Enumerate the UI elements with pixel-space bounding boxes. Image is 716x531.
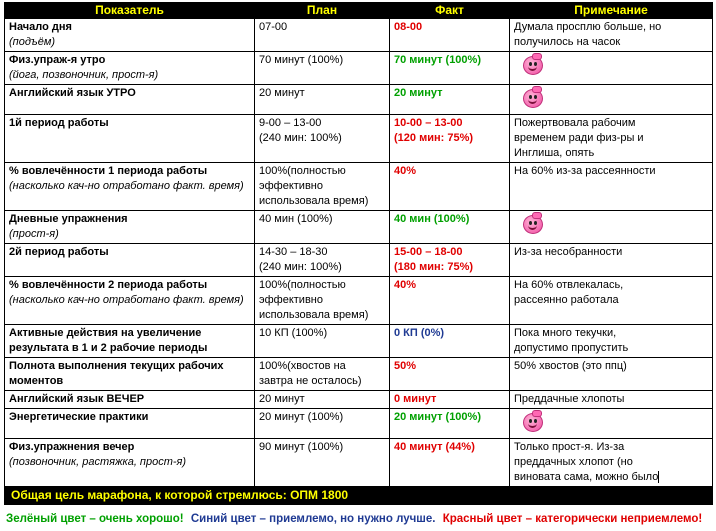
marathon-goal: Общая цель марафона, к которой стремлюсь: ОПМ 1800 <box>5 487 713 505</box>
fact-cell <box>390 409 510 439</box>
plan-cell <box>255 325 390 358</box>
plan-value: завтра не осталось) <box>259 375 362 387</box>
note-text: Пожертвовала рабочим <box>514 117 636 129</box>
fact-value: 15-00 – 18-00 <box>394 246 463 258</box>
indicator-title: Английский язык ВЕЧЕР <box>9 393 145 405</box>
fact-value: 0 минут <box>394 393 437 405</box>
color-legend <box>6 513 706 525</box>
note-text: рассеянно работала <box>514 294 619 306</box>
fact-value: 50% <box>394 360 417 372</box>
indicator-cell <box>5 277 255 325</box>
note-text: 50% хвостов (это ппц) <box>514 360 627 372</box>
fact-cell <box>390 211 510 244</box>
indicator-cell <box>5 163 255 211</box>
fact-cell <box>390 358 510 391</box>
plan-cell <box>255 211 390 244</box>
fact-cell <box>390 277 510 325</box>
plan-value: 10 КП (100%) <box>259 327 328 339</box>
legend-green: Зелёный цвет – очень хорошо! <box>6 513 184 525</box>
indicator-title: Физ.упраж-я утро <box>9 54 106 66</box>
plan-value: 14-30 – 18-30 <box>259 246 328 258</box>
note-cell <box>510 325 713 358</box>
note-cell <box>510 163 713 211</box>
fact-cell <box>390 244 510 277</box>
plan-value: 20 минут <box>259 393 305 405</box>
note-cell <box>510 391 713 409</box>
indicator-cell <box>5 439 255 487</box>
indicator-cell <box>5 52 255 85</box>
indicator-subtitle: (насколько кач-но отработано факт. время) <box>9 294 244 306</box>
plan-value: 100%(полностью <box>259 279 346 291</box>
note-text: получилось на часок <box>514 36 621 48</box>
fact-value: 40 мин (100%) <box>394 213 470 225</box>
indicator-subtitle: результата в 1 и 2 рабочие периоды <box>9 342 208 354</box>
fact-value: 08-00 <box>394 21 423 33</box>
fact-value: 40% <box>394 279 417 291</box>
header-indicator: Показатель <box>5 3 255 19</box>
plan-value: (240 мин: 100%) <box>259 261 342 273</box>
marathon-table <box>4 2 713 505</box>
plan-value: 90 минут (100%) <box>259 441 344 453</box>
header-note: Примечание <box>510 3 713 19</box>
plan-cell <box>255 409 390 439</box>
note-text: допустимо пропустить <box>514 342 629 354</box>
header-fact: Факт <box>390 3 510 19</box>
table-row <box>5 358 713 391</box>
note-text: временем ради физ-ры и <box>514 132 644 144</box>
table-row <box>5 115 713 163</box>
indicator-subtitle: (подъём) <box>9 36 56 48</box>
indicator-title: Активные действия на увеличение <box>9 327 202 339</box>
indicator-cell <box>5 244 255 277</box>
plan-value: 20 минут (100%) <box>259 411 344 423</box>
table-row <box>5 163 713 211</box>
note-cell <box>510 244 713 277</box>
smiley-icon <box>522 411 544 431</box>
note-text: На 60% из-за рассеянности <box>514 165 656 177</box>
indicator-cell <box>5 85 255 115</box>
note-cell <box>510 85 713 115</box>
fact-cell <box>390 52 510 85</box>
note-cell <box>510 358 713 391</box>
plan-value: эффективно <box>259 294 323 306</box>
fact-value: (180 мин: 75%) <box>394 261 474 273</box>
plan-value: использовала время) <box>259 195 369 207</box>
fact-value: 70 минут (100%) <box>394 54 481 66</box>
fact-cell <box>390 115 510 163</box>
indicator-cell <box>5 358 255 391</box>
smiley-icon <box>522 213 544 233</box>
smiley-icon <box>522 54 544 74</box>
fact-cell <box>390 85 510 115</box>
note-text: Думала просплю больше, но <box>514 21 662 33</box>
plan-cell <box>255 115 390 163</box>
header-plan: План <box>255 3 390 19</box>
indicator-title: Физ.упражнения вечер <box>9 441 135 453</box>
plan-cell <box>255 52 390 85</box>
indicator-title: % вовлечённости 2 периода работы <box>9 279 208 291</box>
note-text: Пока много текучки, <box>514 327 617 339</box>
plan-cell <box>255 163 390 211</box>
table-row <box>5 439 713 487</box>
plan-cell <box>255 358 390 391</box>
fact-cell <box>390 391 510 409</box>
goal-row <box>5 487 713 505</box>
plan-value: 100%(полностью <box>259 165 346 177</box>
indicator-cell <box>5 19 255 52</box>
note-text: Из-за несобранности <box>514 246 623 258</box>
plan-value: 9-00 – 13-00 <box>259 117 322 129</box>
note-text: На 60% отвлекалась, <box>514 279 624 291</box>
table-row <box>5 277 713 325</box>
plan-cell <box>255 277 390 325</box>
note-cell <box>510 52 713 85</box>
plan-value: 20 минут <box>259 87 305 99</box>
fact-value: 40% <box>394 165 417 177</box>
table-row <box>5 325 713 358</box>
plan-value: эффективно <box>259 180 323 192</box>
plan-cell <box>255 19 390 52</box>
indicator-cell <box>5 409 255 439</box>
table-row <box>5 19 713 52</box>
indicator-cell <box>5 211 255 244</box>
indicator-title: Английский язык УТРО <box>9 87 136 99</box>
indicator-subtitle: (йога, позвоночник, прост-я) <box>9 69 159 81</box>
note-cell <box>510 277 713 325</box>
plan-value: (240 мин: 100%) <box>259 132 342 144</box>
plan-value: 40 мин (100%) <box>259 213 333 225</box>
legend-blue: Синий цвет – приемлемо, но нужно лучше. <box>190 513 436 525</box>
text-cursor <box>658 471 659 483</box>
indicator-subtitle: (насколько кач-но отработано факт. время) <box>9 180 244 192</box>
fact-value: 20 минут (100%) <box>394 411 481 423</box>
indicator-subtitle: (позвоночник, растяжка, прост-я) <box>9 456 187 468</box>
note-text: преддачных хлопот (но <box>514 456 633 468</box>
note-text: Преддачные хлопоты <box>514 393 625 405</box>
plan-cell <box>255 391 390 409</box>
fact-value: 10-00 – 13-00 <box>394 117 463 129</box>
fact-value: 20 минут <box>394 87 443 99</box>
fact-value: (120 мин: 75%) <box>394 132 474 144</box>
table-row <box>5 85 713 115</box>
fact-value: 40 минут (44%) <box>394 441 475 453</box>
note-cell <box>510 439 713 487</box>
indicator-subtitle: (прост-я) <box>9 228 59 240</box>
note-cell <box>510 409 713 439</box>
indicator-title: Энергетические практики <box>9 411 149 423</box>
indicator-title: 1й период работы <box>9 117 109 129</box>
table-row <box>5 52 713 85</box>
table-row <box>5 244 713 277</box>
table-row <box>5 409 713 439</box>
note-text: виновата сама, можно было <box>514 471 659 483</box>
plan-value: 100%(хвостов на <box>259 360 346 372</box>
indicator-cell <box>5 115 255 163</box>
indicator-title: 2й период работы <box>9 246 109 258</box>
fact-cell <box>390 19 510 52</box>
note-text: Инглиша, опять <box>514 147 595 159</box>
indicator-title: Полнота выполнения текущих рабочих моментов <box>9 360 224 387</box>
legend-red: Красный цвет – категорически неприемлемо! <box>442 513 703 525</box>
fact-value: 0 КП (0%) <box>394 327 445 339</box>
fact-cell <box>390 163 510 211</box>
indicator-title: % вовлечённости 1 периода работы <box>9 165 208 177</box>
note-text: Только прост-я. Из-за <box>514 441 625 453</box>
indicator-title: Начало дня <box>9 21 72 33</box>
plan-value: 07-00 <box>259 21 288 33</box>
fact-cell <box>390 439 510 487</box>
indicator-title: Дневные упражнения <box>9 213 128 225</box>
indicator-cell <box>5 325 255 358</box>
plan-value: 70 минут (100%) <box>259 54 344 66</box>
note-cell <box>510 115 713 163</box>
fact-cell <box>390 325 510 358</box>
plan-cell <box>255 244 390 277</box>
table-row <box>5 391 713 409</box>
note-cell <box>510 19 713 52</box>
plan-cell <box>255 439 390 487</box>
smiley-icon <box>522 87 544 107</box>
indicator-cell <box>5 391 255 409</box>
table-row <box>5 211 713 244</box>
plan-cell <box>255 85 390 115</box>
header-row <box>5 3 713 19</box>
plan-value: использовала время) <box>259 309 369 321</box>
note-cell <box>510 211 713 244</box>
